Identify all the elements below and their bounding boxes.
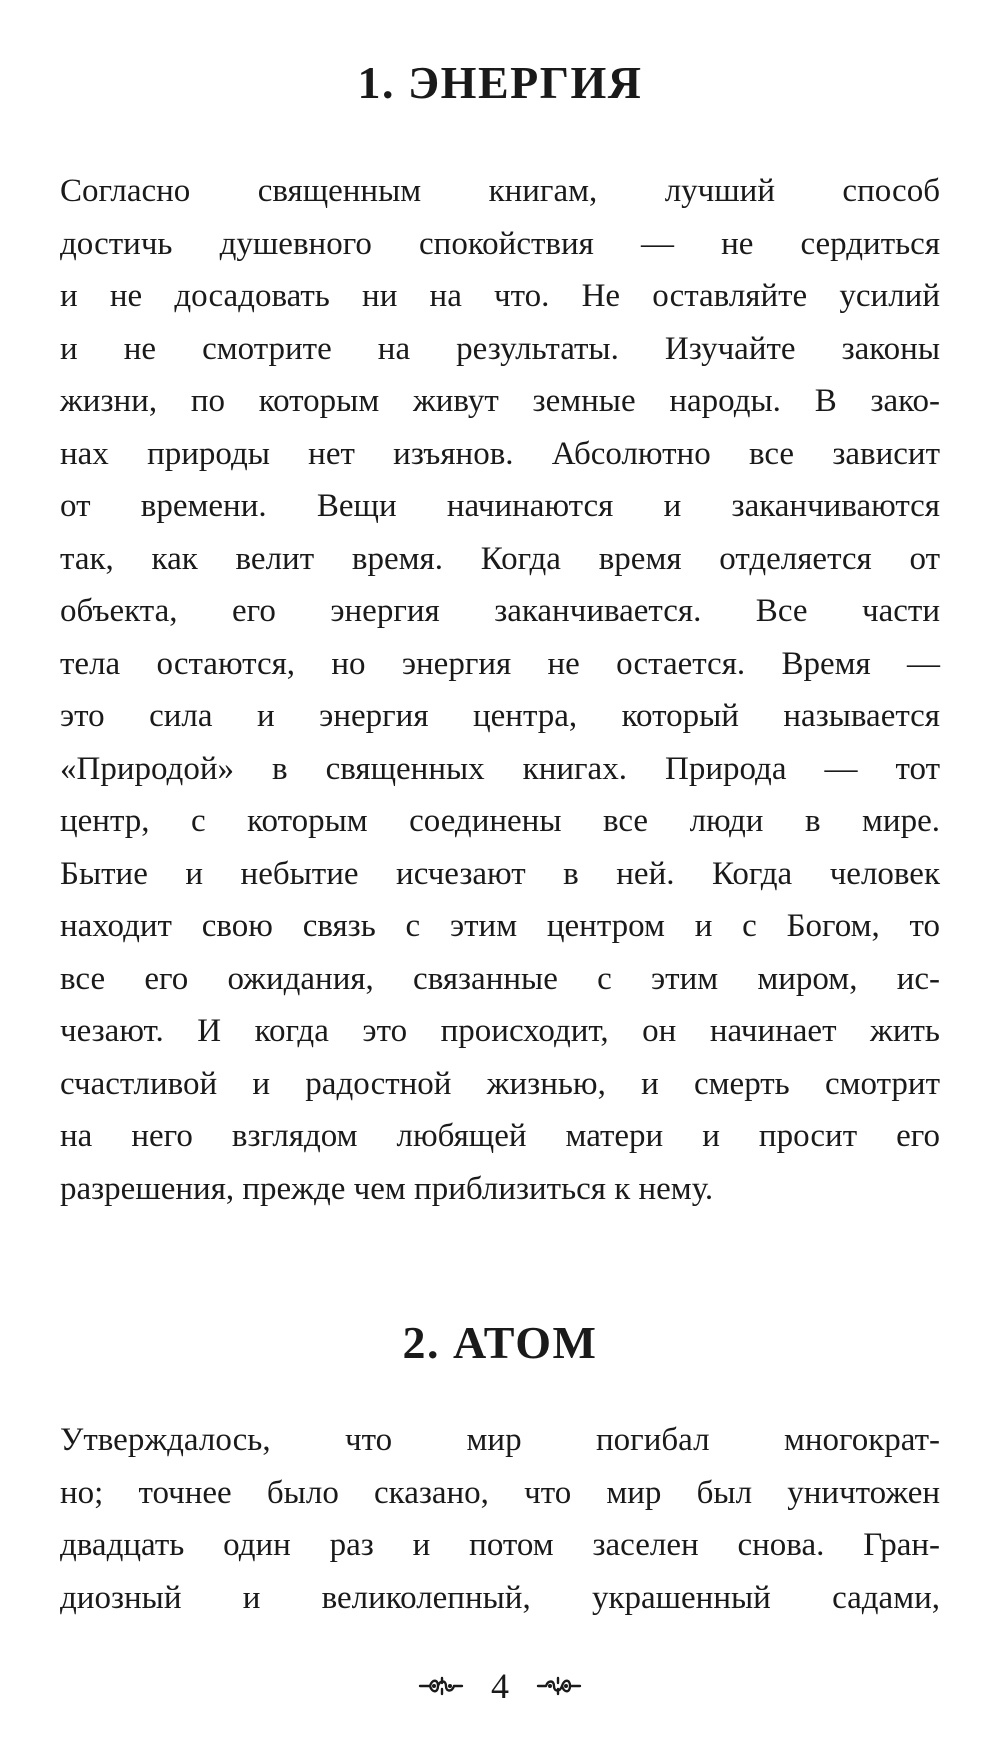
section-heading-energy: 1. ЭНЕРГИЯ [357,57,643,108]
text-line: «Природой» в священных книгах. Природа — тот [60,750,940,787]
text-line: и не досадовать ни на что. Не оставляйте усилий [60,278,940,314]
text-line: находит свою связь с этим центром и с Богом, то [60,908,940,944]
text-line: жизни, по которым живут земные народы. В зако- [60,383,940,419]
text-line: но; точнее было сказано, что мир был уничтожен [60,1474,940,1511]
text-line: двадцать один раз и потом заселен снова. Гран- [60,1527,940,1563]
text-line: на него взглядом любящей матери и просит его [60,1118,940,1154]
text-line: от времени. Вещи начинаются и заканчиваются [60,488,940,524]
page-footer [0,1662,1000,1706]
text-line: счастливой и радостной жизнью, и смерть смотрит [60,1065,940,1102]
text-line: центр, с которым соединены все люди в мире. [60,803,940,839]
text-line: это сила и энергия центра, который называется [60,698,940,734]
text-line: диозный и великолепный, украшенный садами, [60,1579,940,1616]
text-line: достичь душевного спокойствия — не сердиться [60,225,940,262]
text-line: нах природы нет изъянов. Абсолютно все зависит [60,435,940,472]
section-heading-atom: 2. АТОМ [402,1317,598,1368]
text-line: Утверждалось, что мир погибал многократ- [60,1422,940,1458]
text-line: так, как велит время. Когда время отделяется от [60,540,940,577]
paragraph-atom [60,1414,940,1624]
text-line: разрешения, прежде чем приблизиться к нему. [60,1170,714,1207]
text-line: и не смотрите на результаты. Изучайте законы [60,330,940,367]
text-line: объекта, его энергия заканчивается. Все части [60,593,940,629]
text-line: все его ожидания, связанные с этим миром, ис- [60,960,940,997]
text-line: Согласно священным книгам, лучший способ [60,173,940,209]
page-number: 4 [491,1665,509,1706]
text-line: Бытие и небытие исчезают в ней. Когда человек [60,855,940,892]
text-line: чезают. И когда это происходит, он начинает жить [60,1013,940,1049]
left-ornament-icon [418,1675,464,1697]
text-line: тела остаются, но энергия не остается. Время — [60,645,940,682]
paragraph-energy [60,165,940,1215]
right-ornament-icon [536,1675,582,1697]
